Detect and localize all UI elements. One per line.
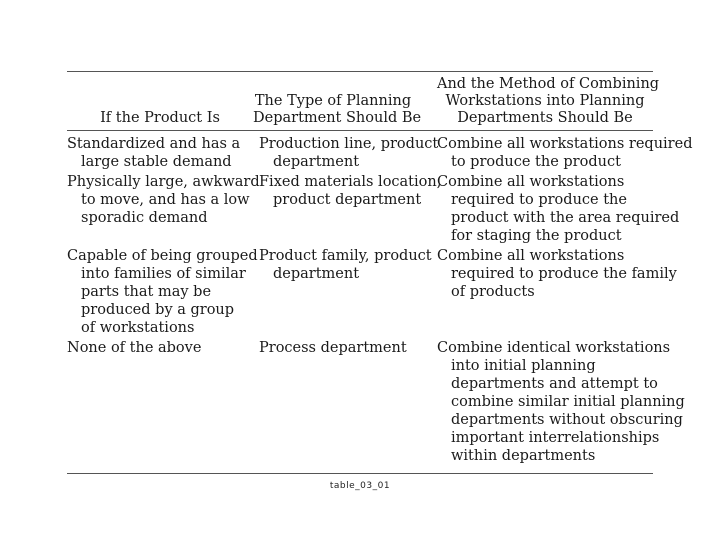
bottom-rule — [67, 473, 653, 474]
table-row — [67, 247, 677, 337]
product-planning-table — [67, 71, 693, 474]
header-combining-method: And the Method of Combining Workstations into Planning Departments Should Be — [437, 76, 660, 126]
table-row — [67, 339, 685, 465]
cell-department-type: Process department — [259, 340, 407, 356]
header-department-type: The Type of Planning Department Should Be — [253, 93, 422, 126]
cell-product: Physically large, awkward to move, and has a low sporadic demand — [67, 174, 260, 226]
cell-department-type: Fixed materials location, product department — [259, 174, 442, 208]
cell-product: None of the above — [67, 340, 202, 356]
cell-combining-method: Combine identical workstations into initial planning departments and attempt to combine similar initial planning departments without obscuring important interrelationships within departments — [437, 340, 685, 464]
table-row — [67, 135, 693, 171]
cell-department-type: Product family, product department — [259, 248, 432, 282]
table-body — [67, 131, 693, 473]
cell-product: Capable of being grouped into families of similar parts that may be produced by a group of workstations — [67, 248, 258, 336]
header-product: If the Product Is — [100, 110, 220, 126]
cell-combining-method: Combine all workstations required to produce the product — [437, 136, 693, 170]
cell-combining-method: Combine all workstations required to produce the product with the area required for staging the product — [437, 174, 680, 244]
cell-product: Standardized and has a large stable demand — [67, 136, 241, 170]
table-caption: table_03_01 — [329, 481, 391, 491]
cell-combining-method: Combine all workstations required to produce the family of products — [437, 248, 677, 300]
cell-department-type: Production line, product department — [259, 136, 439, 170]
table-row — [67, 173, 680, 245]
table-header — [67, 72, 660, 130]
